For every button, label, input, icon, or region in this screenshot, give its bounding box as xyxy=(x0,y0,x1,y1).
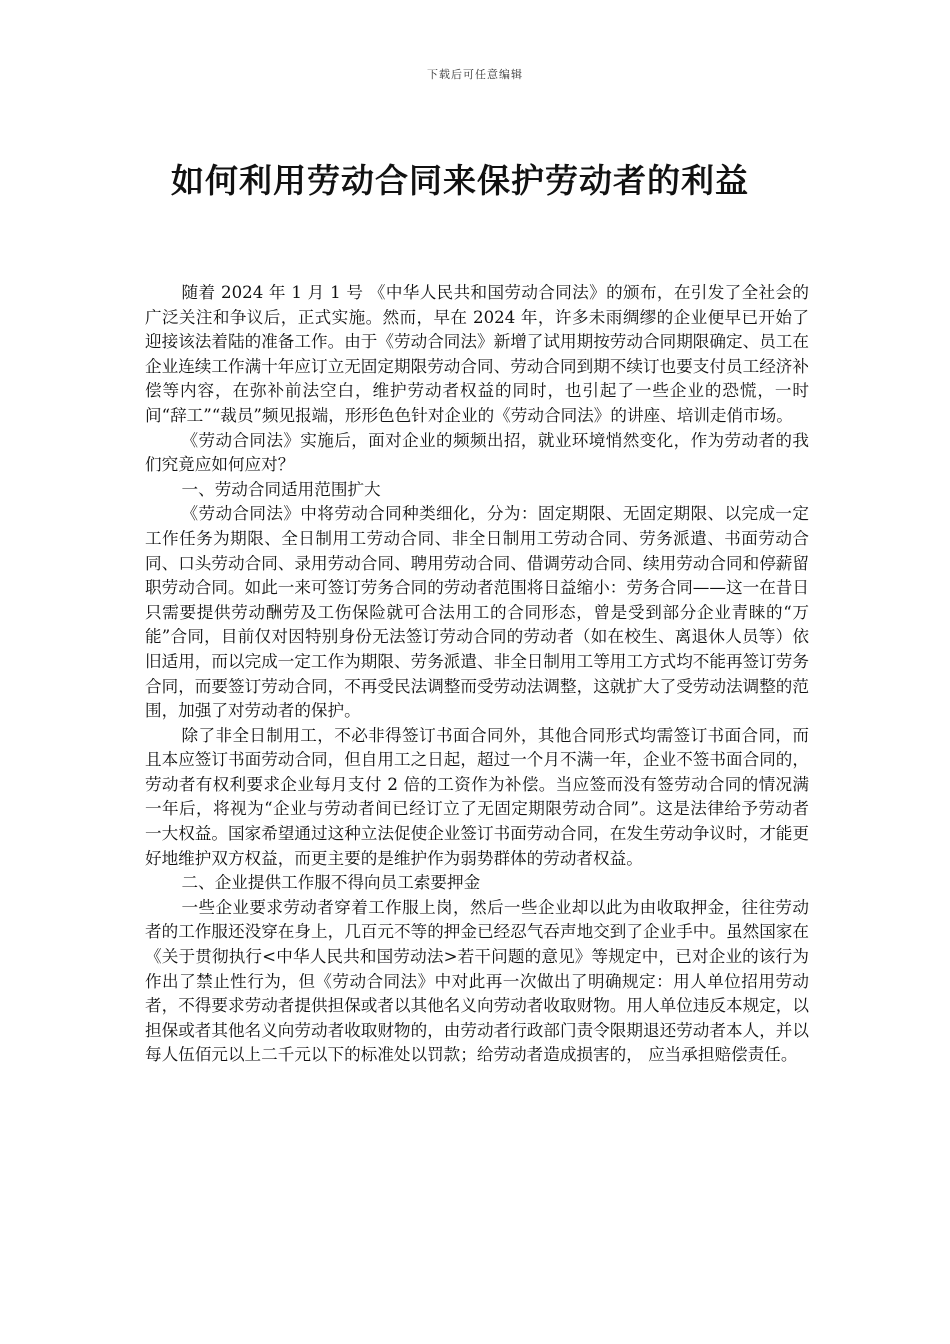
document-title: 如何利用劳动合同来保护劳动者的利益 xyxy=(171,161,749,200)
paragraph-intro: 随着 2024 年 1 月 1 号 《中华人民共和国劳动合同法》的颁布，在引发了全社会的广泛关注和争议后，正式实施。然而，早在 2024 年，许多未雨绸缪的企业便早已开始了迎接该法着陆的准备工作。由于《劳动合同法》新增了试用期按劳动合同期限确定、员工在企业连续工作满十年应订立无固定期限劳动合同、劳动合同到期不续订也要支付员工经济补偿等内容，在弥补前法空白，维护劳动者权益的同时，也引起了一些企业的恐慌，一时间“辞工”“裁员”频见报端，形形色色针对企业的《劳动合同法》的讲座、培训走俏市场。 xyxy=(145,283,809,425)
paragraph-question: 《劳动合同法》实施后，面对企业的频频出招，就业环境悄然变化，作为劳动者的我们究竟应如何应对？ xyxy=(145,430,809,475)
section-heading-2: 二、企业提供工作服不得向员工索要押金 xyxy=(181,873,481,893)
paragraph-written-contract: 除了非全日制用工，不必非得签订书面合同外，其他合同形式均需签订书面合同，而且本应签订书面劳动合同，但自用工之日起，超过一个月不满一年，企业不签书面合同的，劳动者有权利要求企业每月支付 2 倍的工资作为补偿。当应签而没有签劳动合同的情况满一年后，将视为“企业与劳动者间已经订立了无固定期限劳动合同”。这是法律给予劳动者一大权益。国家希望通过这种立法促使企业签订书面劳动合同，在发生劳动争议时，才能更好地维护双方权益，而更主要的是维护作为弱势群体的劳动者权益。 xyxy=(145,725,809,868)
section-heading-1: 一、劳动合同适用范围扩大 xyxy=(181,479,381,499)
document-body xyxy=(145,281,809,1068)
paragraph-contract-types: 《劳动合同法》中将劳动合同种类细化，分为：固定期限、无固定期限、以完成一定工作任务为期限、全日制用工劳动合同、非全日制用工劳动合同、劳务派遣、书面劳动合同、口头劳动合同、录用劳动合同、聘用劳动合同、借调劳动合同、续用劳动合同和停薪留职劳动合同。如此一来可签订劳务合同的劳动者范围将日益缩小：劳务合同——这一在昔日只需要提供劳动酬劳及工伤保险就可合法用工的合同形态，曾是受到部分企业青睐的“万能”合同，目前仅对因特别身份无法签订劳动合同的劳动者（如在校生、离退休人员等）依旧适用，而以完成一定工作为期限、劳务派遣、非全日制用工等用工方式均不能再签订劳务合同，而要签订劳动合同，不再受民法调整而受劳动法调整，这就扩大了受劳动法调整的范围，加强了对劳动者的保护。 xyxy=(145,504,809,721)
header-note: 下载后可任意编辑 xyxy=(427,68,523,81)
paragraph-deposit: 一些企业要求劳动者穿着工作服上岗，然后一些企业却以此为由收取押金，往往劳动者的工作服还没穿在身上，几百元不等的押金已经忍气吞声地交到了企业手中。虽然国家在《关于贯彻执行<中华人民共和国劳动法>若干问题的意见》等规定中，已对企业的该行为作出了禁止性行为，但《劳动合同法》中对此再一次做出了明确规定：用人单位招用劳动者，不得要求劳动者提供担保或者以其他名义向劳动者收取财物。用人单位违反本规定，以担保或者其他名义向劳动者收取财物的，由劳动者行政部门责令限期退还劳动者本人，并以每人伍佰元以上二千元以下的标准处以罚款；给劳动者造成损害的， 应当承担赔偿责任。 xyxy=(145,897,809,1065)
